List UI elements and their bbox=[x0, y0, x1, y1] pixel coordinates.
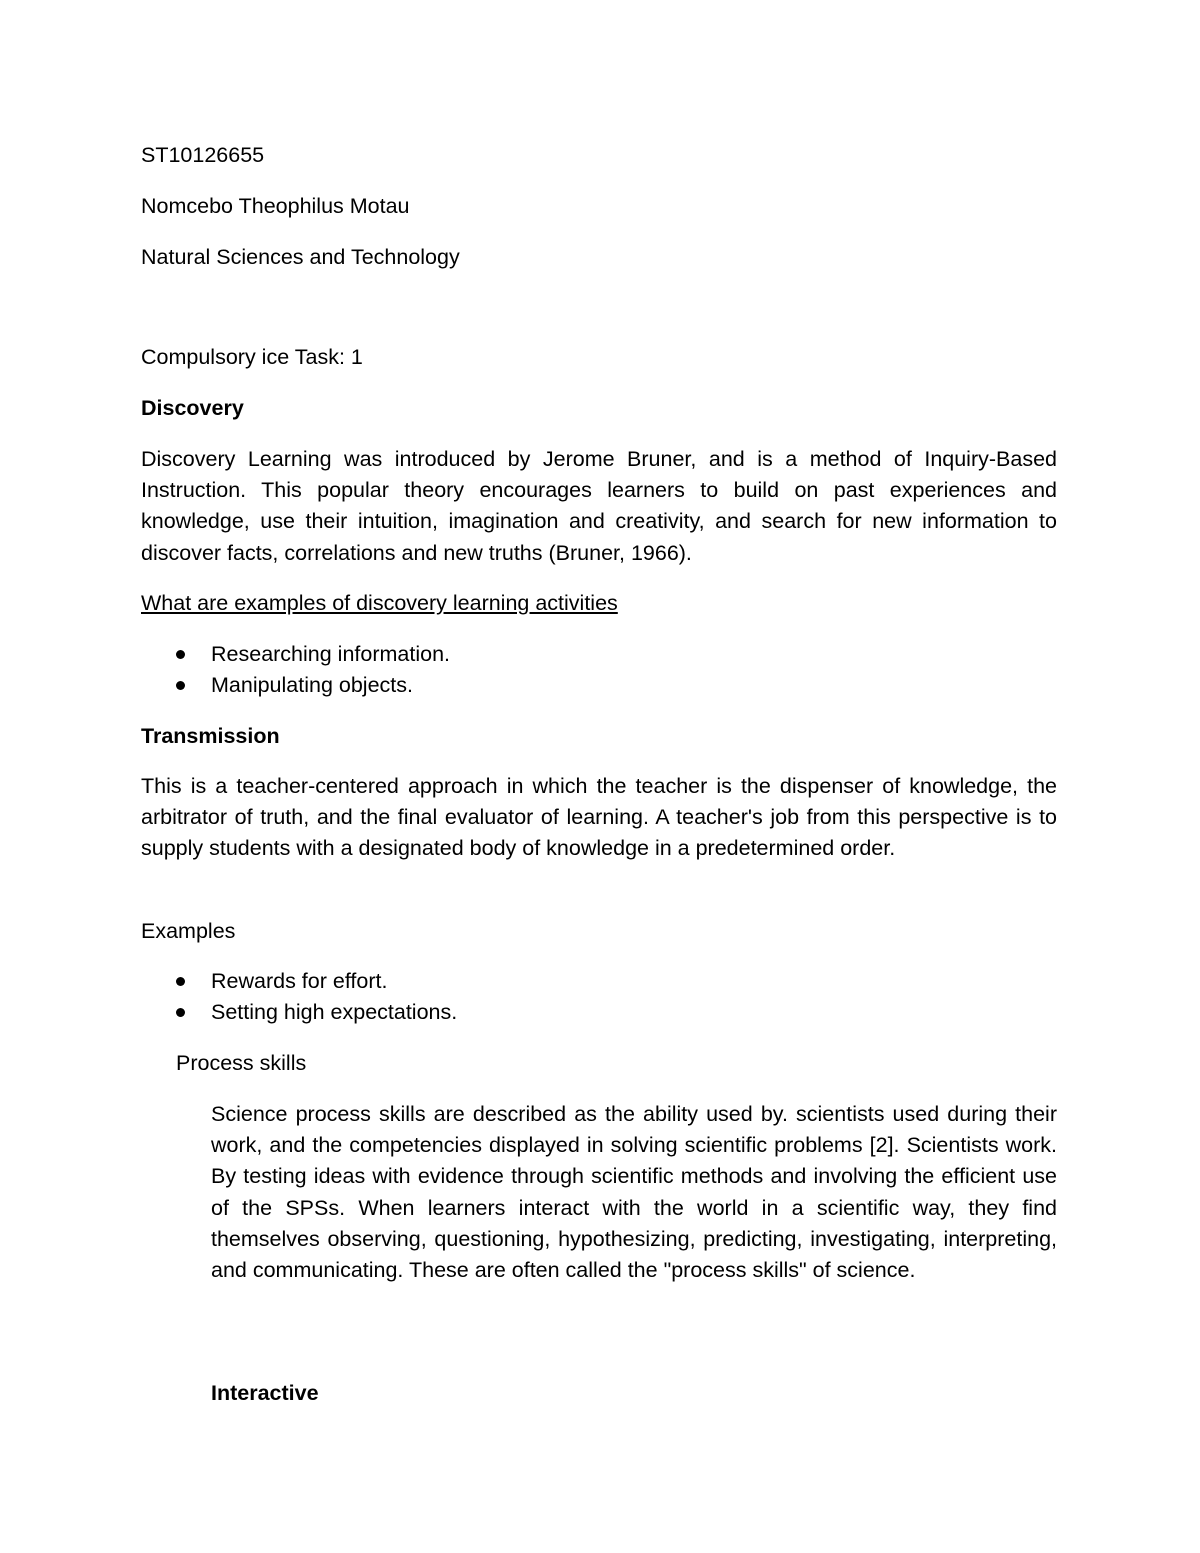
student-name: Nomcebo Theophilus Motau bbox=[141, 194, 410, 218]
list-item: Researching information. bbox=[141, 639, 450, 670]
discovery-paragraph: Discovery Learning was introduced by Jerome Bruner, and is a method of Inquiry-Based Instruction. This popular theory encourages learners to build on past experiences and knowledge, use their intuition, imagination and creativity, and search for new information to discover facts, correlations and new truths (Bruner, 1966). bbox=[141, 447, 1057, 565]
transmission-examples-list bbox=[141, 966, 457, 1029]
bullet-icon bbox=[176, 650, 185, 659]
list-item: Manipulating objects. bbox=[141, 670, 450, 701]
transmission-paragraph: This is a teacher-centered approach in which the teacher is the dispenser of knowledge, the arbitrator of truth, and the final evaluator of learning. A teacher's job from this perspective is to supply students with a designated body of knowledge in a predetermined order. bbox=[141, 774, 1057, 861]
task-title: Compulsory ice Task: 1 bbox=[141, 345, 363, 369]
bullet-icon bbox=[176, 681, 185, 690]
transmission-heading: Transmission bbox=[141, 724, 280, 748]
discovery-examples-list bbox=[141, 639, 450, 702]
subject-title: Natural Sciences and Technology bbox=[141, 245, 460, 269]
interactive-heading: Interactive bbox=[211, 1381, 319, 1405]
process-skills-heading: Process skills bbox=[176, 1051, 307, 1075]
bullet-icon bbox=[176, 977, 185, 986]
discovery-heading: Discovery bbox=[141, 396, 244, 420]
process-skills-paragraph: Science process skills are described as the ability used by. scientists used during their work, and the competencies displayed in solving scientific problems [2]. Scientists work. By testing ideas with evidence through scientific methods and involving the efficient use of the SPSs. When learners interact with the world in a scientific way, they find themselves observing, questioning, hypothesizing, predicting, investigating, interpreting, and communicating. These are often called the "process skills" of science. bbox=[211, 1102, 1057, 1283]
discovery-examples-heading: What are examples of discovery learning activities bbox=[141, 591, 618, 615]
list-item: Rewards for effort. bbox=[141, 966, 457, 997]
bullet-icon bbox=[176, 1008, 185, 1017]
transmission-examples-heading: Examples bbox=[141, 919, 236, 943]
student-id: ST10126655 bbox=[141, 143, 265, 167]
list-item: Setting high expectations. bbox=[141, 997, 457, 1028]
